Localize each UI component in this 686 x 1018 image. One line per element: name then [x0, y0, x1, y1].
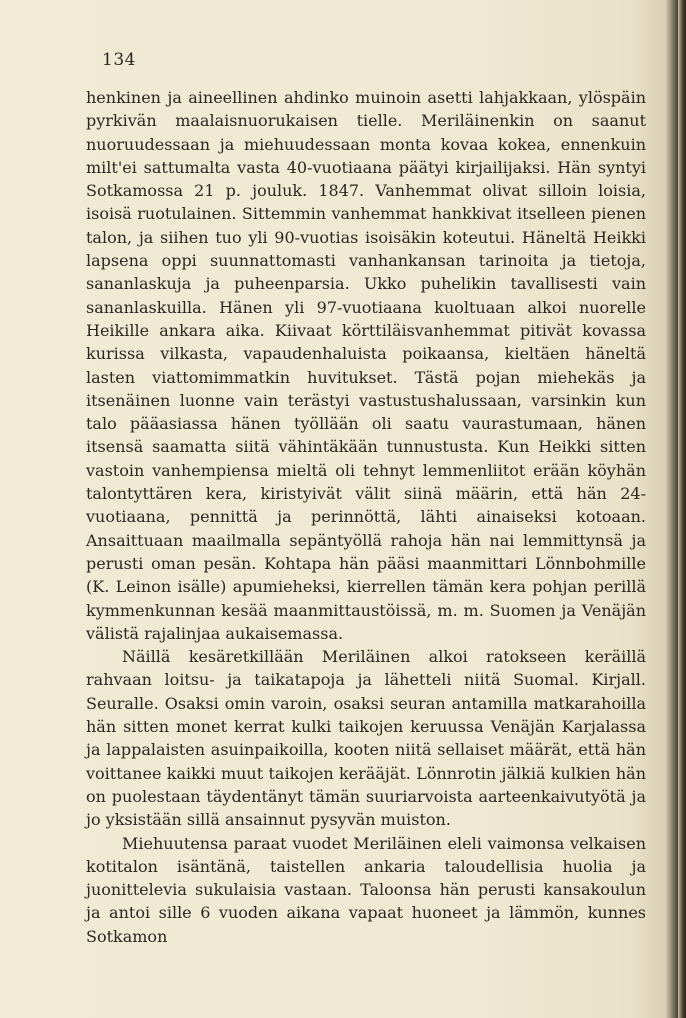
paragraph-1: henkinen ja aineellinen ahdinko muinoin asetti lahjakkaan, ylöspäin pyrkivän maalaisnuorukaisen tielle. Meriläinenkin on saanut nuoruudessaan ja miehuudessaan monta kovaa kokea, ennenkuin milt'ei sattumalta vasta 40-vuotiaana päätyi kirjailijaksi. Hän syntyi Sotkamossa 21 p. jouluk. 1847. Vanhemmat olivat silloin loisia, isoisä ruotulainen. Sittemmin vanhemmat hankkivat itselleen pienen talon, ja siihen tuo yli 90-vuotias isoisäkin koteutui. Häneltä Heikki lapsena oppi suunnattomasti vanhankansan tarinoita ja tietoja, sananlaskuja ja puheenparsia. Ukko puhelikin tavallisesti vain sananlaskuilla. Hänen yli 97-vuotiaana kuoltuaan alkoi nuorelle Heikille ankara aika. Kiivaat körttiläisvanhemmat pitivät kovassa kurissa vilkasta, vapaudenhaluista poikaansa, kieltäen häneltä lasten viattomimmatkin huvitukset. Tästä pojan miehekäs ja itsenäinen luonne vain terästyi vastustushalussaan, varsinkin kun talo pääasiassa hänen työllään oli saatu vaurastumaan, hänen itsensä saamatta siitä vähintäkään tunnustusta. Kun Heikki sitten vastoin vanhempiensa mieltä oli tehnyt lemmenliitot erään köyhän talontyttären kera, kiristyivät välit siinä määrin, että hän 24-vuotiaana, pennittä ja perinnöttä, lähti ainaiseksi kotoaan. Ansaittuaan maailmalla sepäntyöllä rahoja hän nai lemmittynsä ja perusti oman pesän. Kohtapa hän pääsi maanmittari Lönnbohmille (K. Leinon isälle) apumieheksi, kierrellen tämän kera pohjan perillä kymmenkunnan kesää maanmittaustöissä, m. m. Suomen ja Venäjän välistä rajalinjaa aukaisemassa. [86, 88, 646, 643]
paragraph-3: Miehuutensa paraat vuodet Meriläinen eleli vaimonsa velkaisen kotitalon isäntänä, taistellen ankaria taloudellisia huolia ja juonittelevia sukulaisia vastaan. Taloonsa hän perusti kansakoulun ja antoi sille 6 vuoden aikana vapaat huoneet ja lämmön, kunnes Sotkamon [86, 833, 646, 946]
page-edge-shadow [678, 0, 686, 1018]
page-number: 134 [102, 50, 136, 70]
paragraph-2: Näillä kesäretkillään Meriläinen alkoi ratokseen keräillä rahvaan loitsu- ja taikatapoja ja lähetteli niitä Suomal. Kirjall. Seuralle. Osaksi omin varoin, osaksi seuran antamilla matkarahoilla hän sitten monet kerrat kulki taikojen keruussa Venäjän Karjalassa ja lappalaisten asuinpaikoilla, kooten niitä sellaiset määrät, että hän voittanee kaikki muut taikojen kerääjät. Lönnrotin jälkiä kulkien hän on puolestaan täydentänyt tämän suuriarvoista aarteenkaivutyötä ja jo yksistään sillä ansainnut pysyvän muiston. [86, 647, 646, 830]
body-text [86, 86, 646, 948]
